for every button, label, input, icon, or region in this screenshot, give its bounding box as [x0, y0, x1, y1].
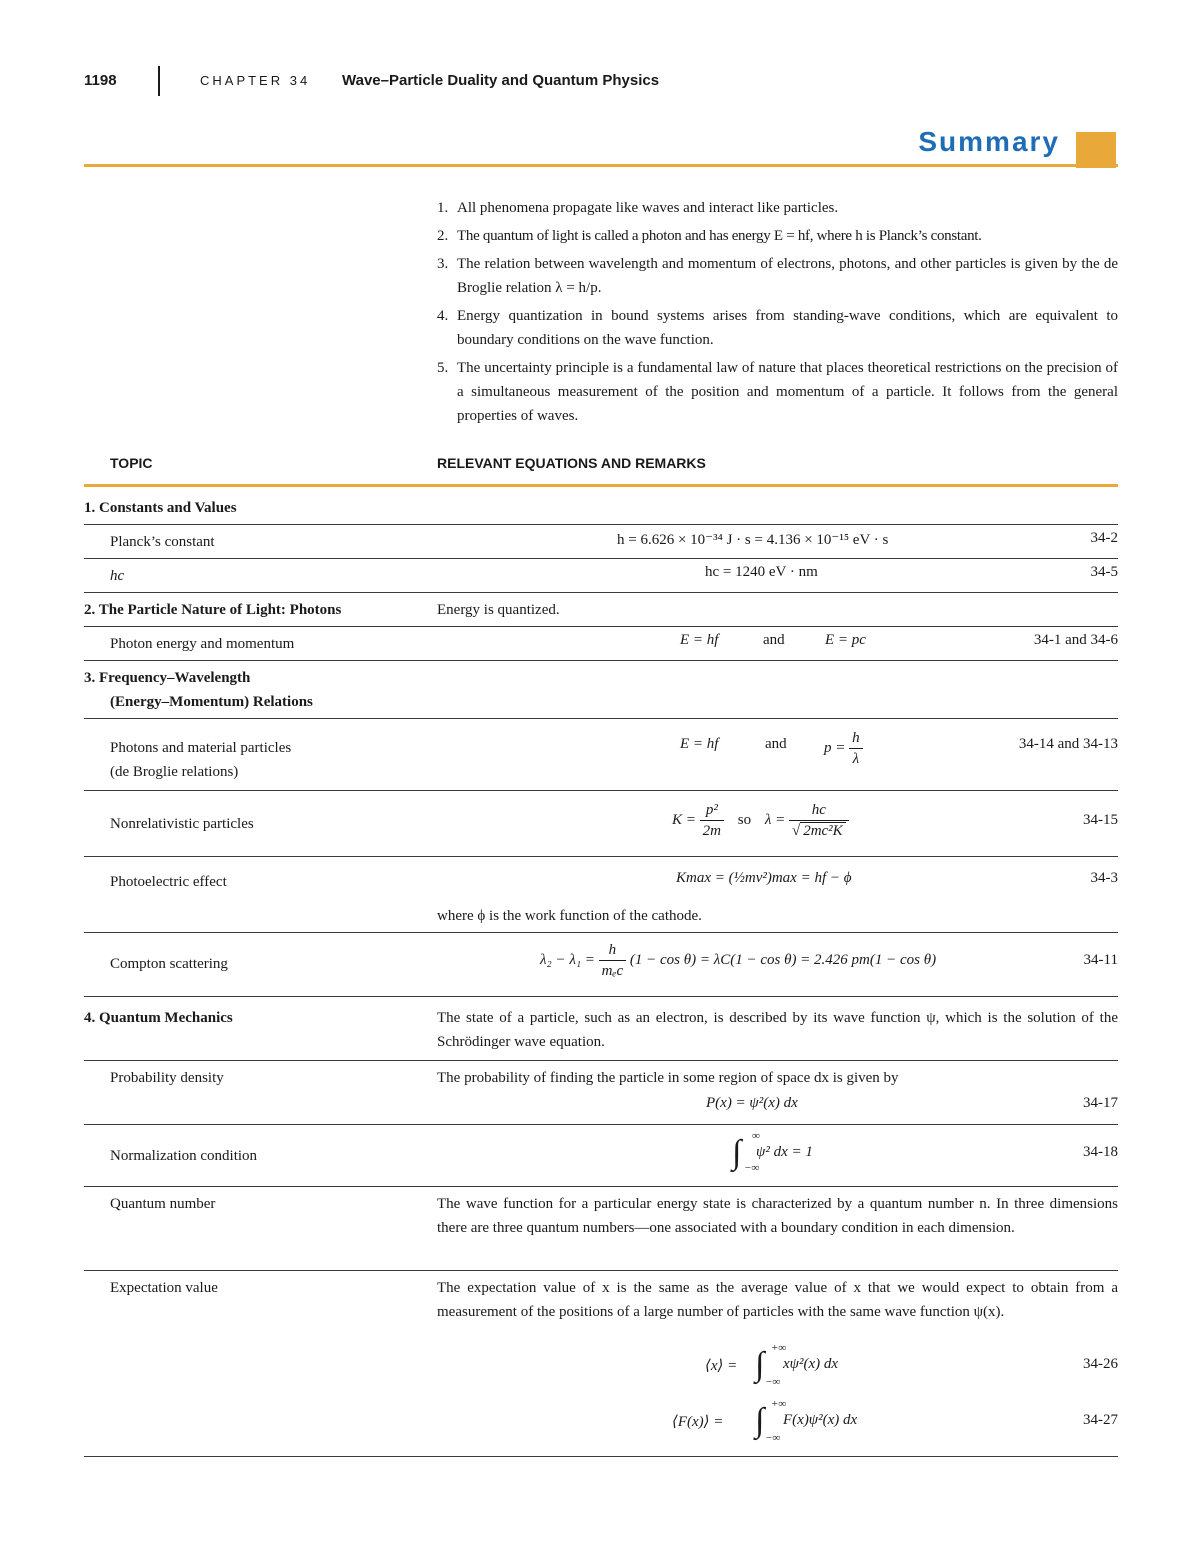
row-divider [84, 1060, 1118, 1061]
chapter-label: CHAPTER 34 [200, 73, 311, 88]
equation-ref: 34-27 [1083, 1412, 1118, 1428]
section-heading-cont: (Energy–Momentum) Relations [110, 694, 313, 710]
topic-label: Photoelectric effect [110, 874, 227, 890]
topic-label: Quantum number [110, 1196, 216, 1212]
summary-point: 1. All phenomena propagate like waves and interact like particles. [437, 200, 839, 216]
table-bottom-rule [84, 1456, 1118, 1457]
header-divider [158, 66, 160, 96]
equation: E = hf [680, 632, 719, 648]
section-heading: 3. Frequency–Wavelength [84, 670, 251, 686]
equation: ⟨F(x)⟩ = ∫ +∞ −∞ F(x)ψ²(x) dx [672, 1398, 858, 1444]
equation-ref: 34-26 [1083, 1356, 1118, 1372]
equation: λ₂ − λ₁ = $\frac{h}{\text{mₑc}}$ (1 − cos θ) = λC(1 − cos θ) = 2.426 pm(1 − cos θ) [540, 942, 937, 979]
equation: E = pc [825, 632, 866, 648]
title-rule [84, 164, 1118, 167]
equation: Kmax = (½mv²)max = hf − ϕ [676, 870, 852, 886]
row-divider [84, 1186, 1118, 1187]
remark: The wave function for a particular energy state is characterized by a quantum number n. In three dimensions there are three quantum numbers—one associated with a boundary condition in each dimension. [437, 1196, 1118, 1236]
row-divider [84, 932, 1118, 933]
equation: P(x) = ψ²(x) dx [706, 1095, 798, 1111]
row-divider [84, 626, 1118, 627]
topic-label: Photon energy and momentum [110, 636, 295, 652]
equation-ref: 34-18 [1083, 1144, 1118, 1160]
summary-point: 4. Energy quantization in bound systems arises from standing-wave conditions, which are equivalent to boundary conditions on the wave function. [437, 308, 1118, 348]
remark: The expectation value of x is the same as the average value of x that we would expect to obtain from a measurement of the positions of a large number of particles with the same wave function ψ(x). [437, 1280, 1118, 1320]
row-divider [84, 1270, 1118, 1271]
remarks-column-header: RELEVANT EQUATIONS AND REMARKS [437, 455, 706, 471]
equation: E = hf [680, 736, 719, 752]
equation: p = $\frac{h}{\lambda}$ [824, 728, 863, 769]
row-divider [84, 996, 1118, 997]
equation: ∫ ∞ −∞ ψ² dx = 1 [732, 1130, 813, 1174]
summary-points [437, 196, 1118, 428]
equation: hc = 1240 eV · nm [705, 564, 818, 580]
page-number: 1198 [84, 72, 117, 89]
equation: K = $\frac{\text{p²}}{2m}$ so λ = $\frac{hc}{\text{√ 2mc²K}}$ [672, 800, 849, 841]
topic-label: Expectation value [110, 1280, 218, 1296]
topic-label: Compton scattering [110, 956, 228, 972]
section-heading: 2. The Particle Nature of Light: Photons [84, 602, 342, 618]
table-header-rule [84, 484, 1118, 487]
topic-label-cont: (de Broglie relations) [110, 764, 239, 780]
row-divider [84, 718, 1118, 719]
row-divider [84, 1124, 1118, 1125]
equation-ref: 34-1 and 34-6 [1033, 632, 1118, 648]
topic-label: Probability density [110, 1070, 224, 1086]
remark: where ϕ is the work function of the cathode. [437, 908, 702, 924]
section-heading: 1. Constants and Values [84, 500, 237, 516]
row-divider [84, 790, 1118, 791]
topic-label: hc [110, 568, 125, 584]
topic-label: Photons and material particles [110, 740, 292, 756]
row-divider [84, 558, 1118, 559]
topic-label: Planck’s constant [110, 534, 215, 550]
row-divider [84, 524, 1118, 525]
remark: Energy is quantized. [437, 602, 560, 618]
chapter-title: Wave–Particle Duality and Quantum Physics [342, 72, 660, 89]
equation-ref: 34-11 [1083, 952, 1118, 968]
equation-ref: 34-2 [1090, 530, 1118, 546]
conjunction: and [763, 632, 785, 648]
title-accent-block [1076, 132, 1116, 168]
remark: The probability of finding the particle in some region of space dx is given by [437, 1070, 899, 1086]
remark: The state of a particle, such as an electron, is described by its wave function ψ, which is the solution of the Schrödinger wave equation. [437, 1010, 1118, 1050]
topic-label: Nonrelativistic particles [110, 816, 254, 832]
conjunction: and [765, 736, 787, 752]
section-title: Summary [918, 126, 1060, 157]
equation-ref: 34-5 [1090, 564, 1118, 580]
topic-label: Normalization condition [110, 1148, 258, 1164]
summary-point: 2. The quantum of light is called a photon and has energy E = hf, where h is Planck’s constant. [437, 228, 982, 244]
equation: h = 6.626 × 10⁻³⁴ J · s = 4.136 × 10⁻¹⁵ eV · s [617, 532, 889, 548]
row-divider [84, 592, 1118, 593]
equation: ⟨x⟩ = ∫ +∞ −∞ xψ²(x) dx [705, 1342, 839, 1388]
row-divider [84, 660, 1118, 661]
equation-ref: 34-3 [1090, 870, 1118, 886]
topic-column-header: TOPIC [110, 455, 153, 471]
equation-ref: 34-15 [1083, 812, 1118, 828]
row-divider [84, 856, 1118, 857]
equation-ref: 34-17 [1083, 1095, 1118, 1111]
summary-point: 3. The relation between wavelength and momentum of electrons, photons, and other particles is given by the de Broglie relation λ = h/p. [437, 256, 1118, 296]
equation-ref: 34-14 and 34-13 [1018, 736, 1118, 752]
summary-point: 5. The uncertainty principle is a fundamental law of nature that places theoretical restrictions on the precision of a simultaneous measurement of the position and momentum of a particle. It follows from the general properties of waves. [437, 360, 1118, 424]
section-heading: 4. Quantum Mechanics [84, 1010, 233, 1026]
